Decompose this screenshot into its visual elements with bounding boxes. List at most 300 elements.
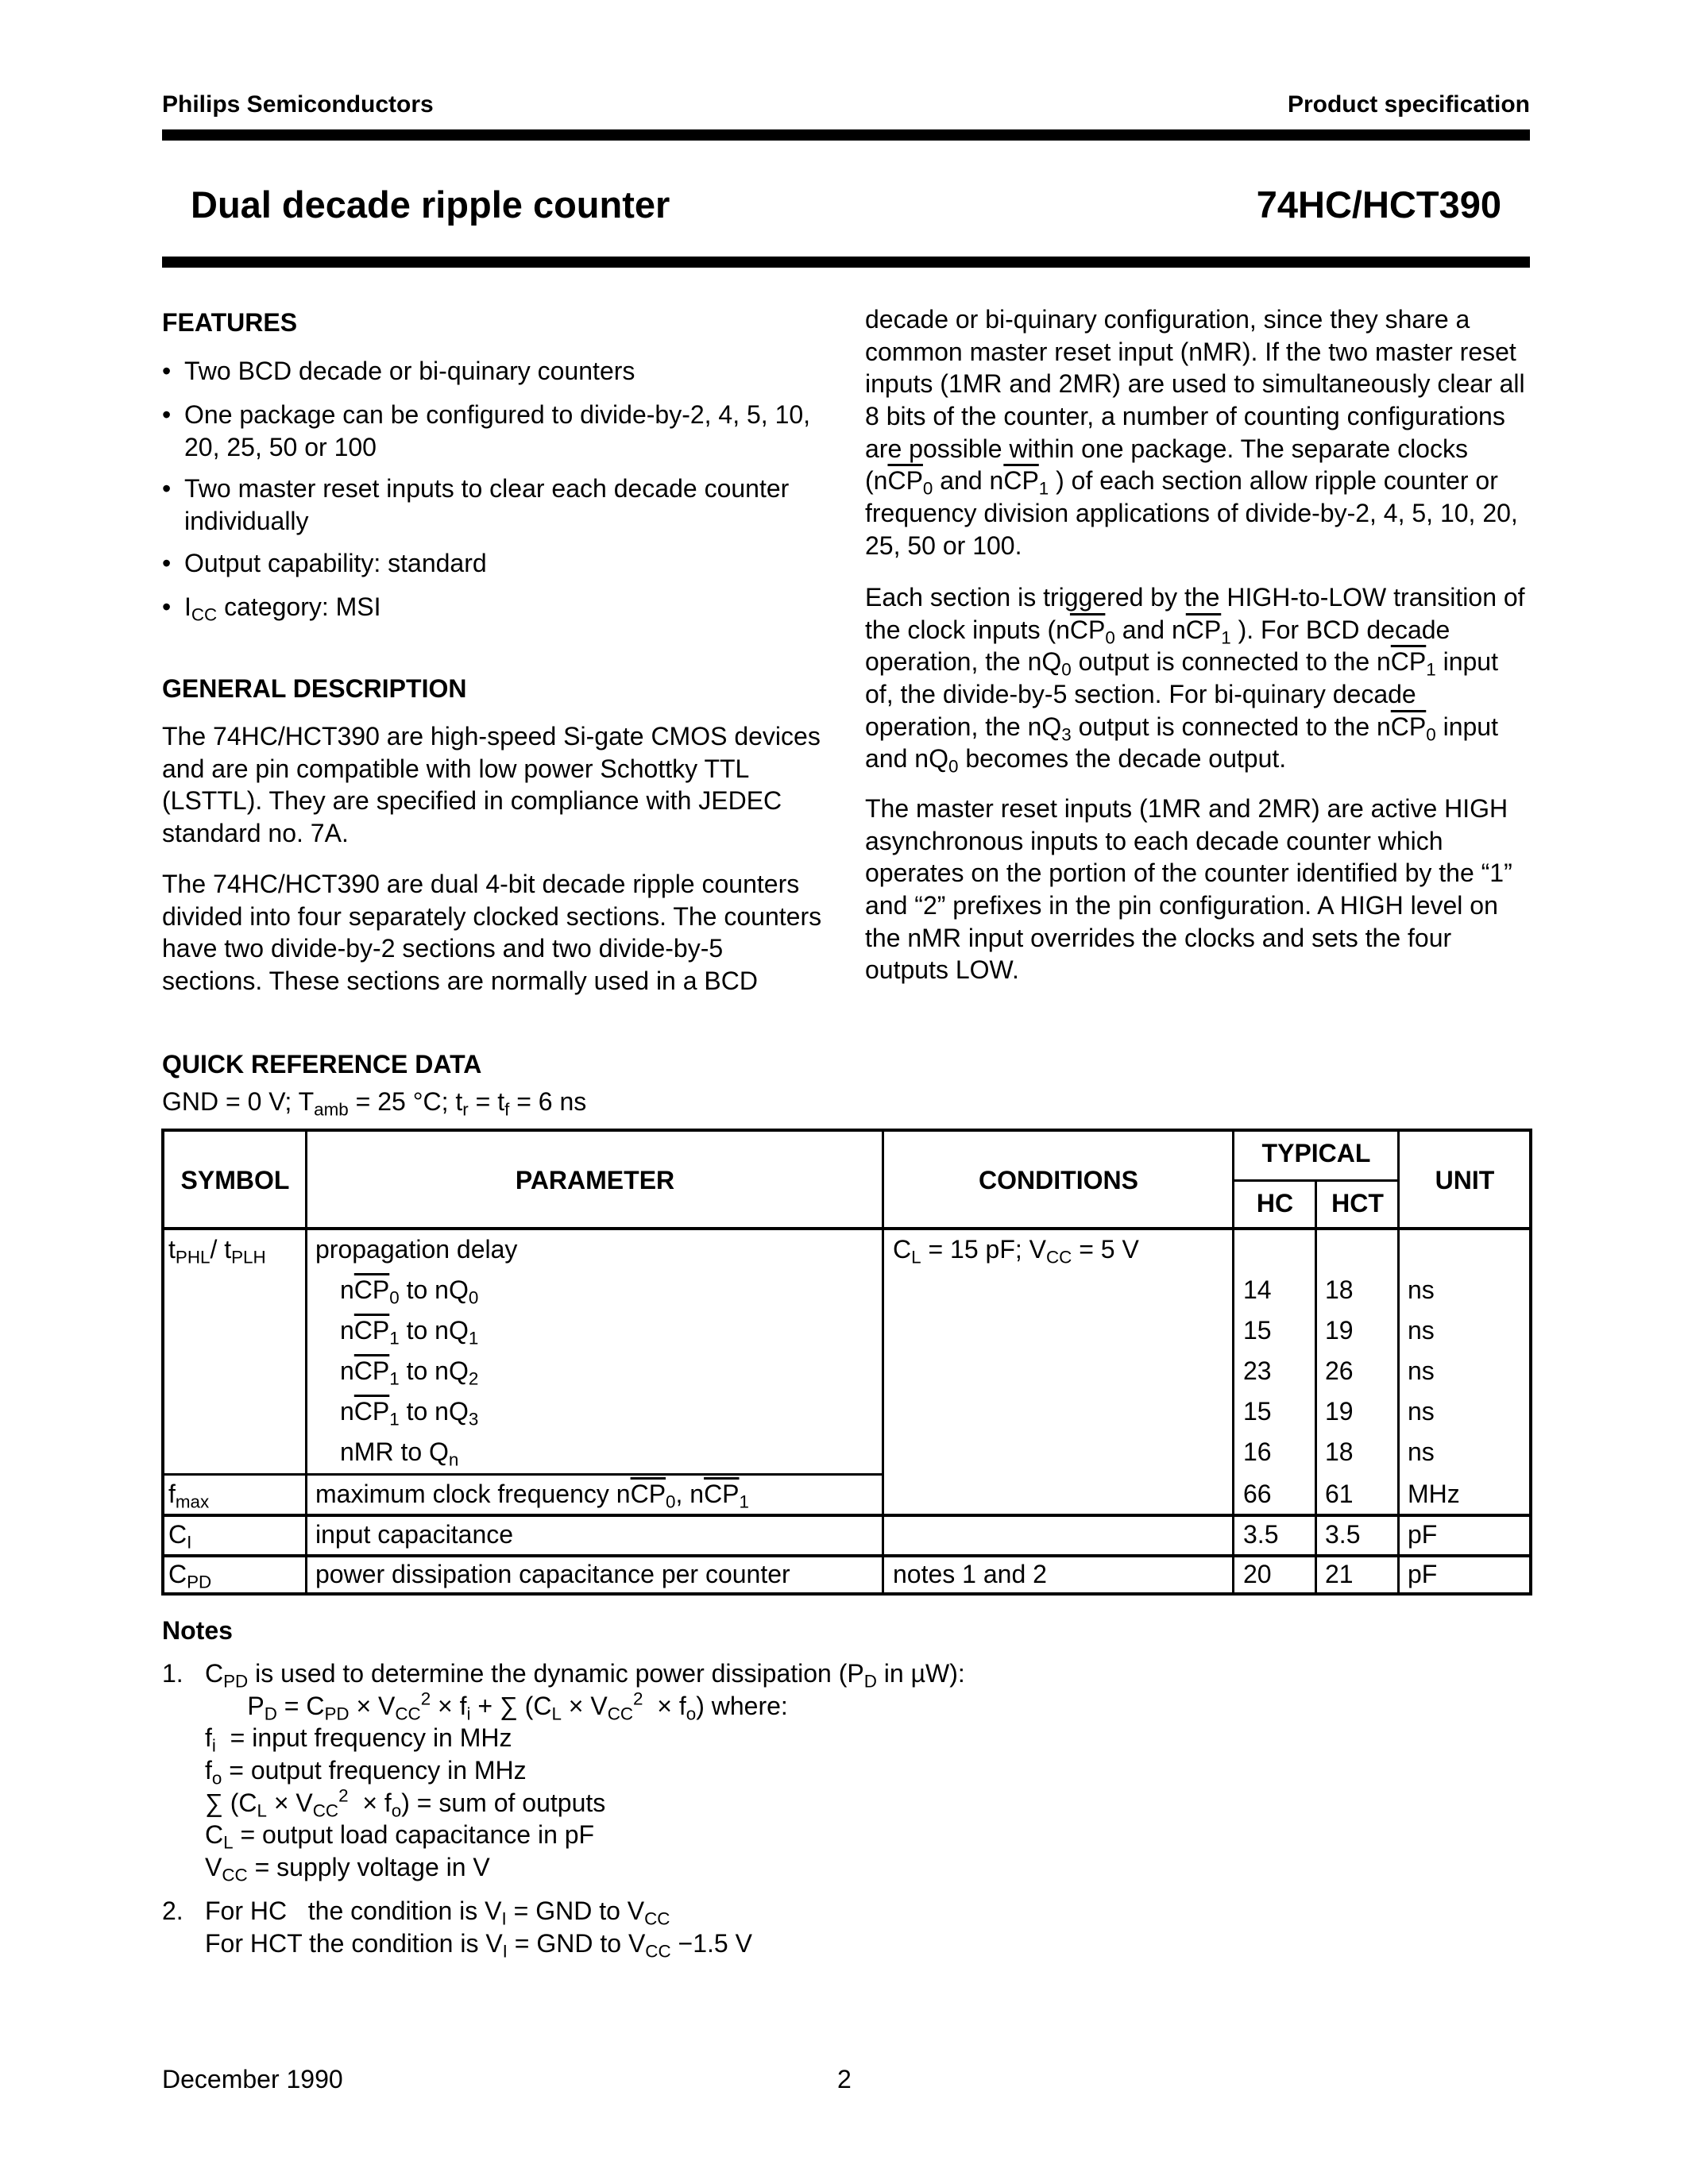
cell-parameter — [340, 1274, 478, 1306]
cell-conditions — [893, 1558, 1047, 1590]
text-segment: The 74HC/HCT390 are dual 4-bit decade ripple counters — [162, 870, 800, 898]
cell-unit: pF — [1408, 1560, 1438, 1588]
text-line — [865, 336, 1525, 369]
cell-unit: pF — [1408, 1520, 1438, 1549]
text-line — [162, 1086, 586, 1118]
text-segment: f — [168, 1480, 176, 1508]
text-segment: n — [340, 1397, 354, 1426]
text-segment: Two master reset inputs to clear each decade counter — [184, 474, 790, 503]
text-segment: is used to determine the dynamic power dissipation (P — [248, 1659, 864, 1688]
text-segment: = 6 ns — [509, 1087, 587, 1116]
document-type: Product specification — [1287, 91, 1530, 118]
text-segment: = 15 pF; V — [921, 1235, 1046, 1264]
title-rule — [162, 257, 1530, 268]
text-segment: in µW): — [876, 1659, 965, 1688]
text-segment: and n — [933, 466, 1004, 496]
subscript: D — [863, 1671, 877, 1692]
cell-hc: 23 — [1243, 1356, 1272, 1385]
text-segment: = GND to V — [507, 1928, 646, 1958]
cell-parameter — [315, 1558, 790, 1590]
text-segment: = input frequency in MHz — [215, 1723, 512, 1753]
text-segment: common master reset input (nMR). If the two master reset — [865, 337, 1516, 366]
table-divider — [1315, 1179, 1317, 1596]
text-line — [205, 1657, 965, 1690]
subscript: 0 — [922, 479, 933, 500]
cell-parameter — [315, 1518, 513, 1550]
cell-hc: 16 — [1243, 1437, 1272, 1466]
general-paragraph-3 — [865, 303, 1525, 562]
subscript: r — [462, 1099, 469, 1120]
subscript: max — [175, 1491, 210, 1512]
text-segment: ∑ (C — [205, 1788, 257, 1817]
subscript: 1 — [1426, 660, 1436, 681]
text-segment: becomes the decade output. — [958, 744, 1287, 774]
subscript: 0 — [1061, 660, 1072, 681]
page-number: 2 — [837, 2065, 852, 2093]
text-line — [865, 743, 1525, 778]
subscript: PD — [324, 1704, 350, 1724]
cell-hct: 18 — [1325, 1437, 1354, 1466]
table-border — [1529, 1129, 1532, 1596]
subscript: CC — [395, 1704, 421, 1724]
text-line — [184, 505, 789, 538]
note-1-number: 1. — [162, 1659, 183, 1688]
quick-reference-heading: QUICK REFERENCE DATA — [162, 1050, 482, 1078]
text-segment: , n — [675, 1480, 705, 1508]
quick-reference-conditions — [162, 1086, 586, 1118]
subscript: o — [211, 1768, 222, 1788]
text-segment: For HC the condition is V — [205, 1897, 502, 1925]
note-2-number: 2. — [162, 1897, 183, 1925]
text-segment: f — [205, 1756, 212, 1785]
text-line — [184, 547, 487, 580]
subscript: CC — [222, 1865, 248, 1885]
text-segment: × V — [266, 1788, 313, 1817]
text-segment: and nQ — [865, 744, 948, 774]
text-segment: C — [168, 1560, 187, 1588]
text-segment: = 25 °C; t — [348, 1087, 463, 1116]
text-line — [865, 497, 1525, 530]
text-segment: operation, the nQ — [865, 712, 1062, 741]
overlined-signal: $\overline{CP}$ — [1390, 647, 1427, 677]
subscript: L — [911, 1247, 921, 1268]
cell-symbol — [168, 1233, 266, 1268]
subscript: D — [264, 1704, 277, 1724]
subscript: 0 — [468, 1287, 479, 1308]
text-line — [162, 868, 821, 901]
superscript: 2 — [633, 1688, 643, 1709]
text-segment: × V — [349, 1691, 396, 1720]
subscript: o — [686, 1704, 697, 1724]
cell-hc: 3.5 — [1243, 1520, 1279, 1549]
column-header-hct: HCT — [1331, 1189, 1384, 1217]
text-segment: n — [340, 1316, 354, 1345]
text-segment: I — [184, 592, 191, 621]
cell-parameter — [315, 1233, 517, 1265]
cell-hct: 19 — [1325, 1316, 1354, 1345]
text-line — [162, 785, 821, 817]
text-line — [865, 793, 1512, 825]
text-line — [340, 1274, 478, 1306]
text-segment: operates on the portion of the counter identified by the “1” — [865, 859, 1512, 888]
subscript: 1 — [389, 1368, 400, 1389]
text-segment: = supply voltage in V — [247, 1853, 490, 1882]
overlined-signal: $\overline{CP}$ — [1003, 466, 1039, 496]
text-segment: category: MSI — [217, 592, 381, 621]
text-segment: For HCT the condition is V — [205, 1928, 503, 1958]
text-segment: × V — [561, 1691, 608, 1720]
bullet-icon: • — [162, 549, 172, 577]
text-segment: C — [205, 1659, 224, 1688]
bullet-icon: • — [162, 400, 172, 429]
cell-hct: 61 — [1325, 1480, 1354, 1508]
text-line — [184, 591, 381, 623]
text-segment: + ∑ (C — [470, 1691, 552, 1720]
subscript: i — [211, 1736, 216, 1757]
table-divider — [162, 1514, 1532, 1517]
text-line — [315, 1518, 513, 1550]
cell-unit: ns — [1408, 1437, 1435, 1466]
text-line — [340, 1436, 458, 1468]
subscript: 0 — [1426, 724, 1436, 745]
company-name: Philips Semiconductors — [162, 91, 434, 118]
subscript: CC — [644, 1908, 670, 1929]
cell-hct: 18 — [1325, 1275, 1354, 1304]
text-segment: individually — [184, 506, 309, 535]
subscript: 1 — [468, 1328, 479, 1349]
text-segment: = C — [276, 1691, 325, 1720]
text-line — [865, 303, 1525, 336]
cell-hc: 20 — [1243, 1560, 1272, 1588]
text-segment: × f — [431, 1691, 467, 1720]
text-segment: operation, the nQ — [865, 647, 1062, 677]
text-line — [162, 932, 821, 965]
subscript: CC — [312, 1800, 339, 1821]
text-line — [865, 614, 1525, 646]
text-line — [162, 817, 821, 850]
text-line — [865, 678, 1525, 711]
subscript: 1 — [1221, 627, 1231, 648]
text-segment: n — [340, 1356, 354, 1385]
text-line — [865, 954, 1512, 986]
text-segment: of, the divide-by-5 section. For bi-quinary decade — [865, 680, 1416, 709]
subscript: CC — [607, 1704, 634, 1724]
cell-hct: 3.5 — [1325, 1520, 1361, 1549]
text-line — [205, 1851, 965, 1884]
subscript: PD — [223, 1671, 249, 1692]
text-segment: are possible within one package. The separate clocks — [865, 434, 1468, 463]
text-segment: 20, 25, 50 or 100 — [184, 432, 377, 461]
subscript: 1 — [1038, 479, 1049, 500]
note-2 — [205, 1895, 752, 1962]
subscript: I — [502, 1941, 508, 1962]
text-segment: = output load capacitance in pF — [233, 1820, 595, 1850]
cell-hct: 26 — [1325, 1356, 1354, 1385]
text-line — [315, 1478, 749, 1510]
cell-parameter — [340, 1395, 479, 1430]
superscript: 2 — [420, 1688, 431, 1709]
text-segment: n — [340, 1275, 354, 1304]
subscript: PLH — [231, 1247, 266, 1268]
subscript: CC — [191, 604, 218, 625]
text-line — [168, 1478, 209, 1510]
subscript: L — [257, 1800, 267, 1821]
subscript: amb — [314, 1099, 349, 1120]
text-segment: outputs LOW. — [865, 955, 1019, 985]
general-paragraph-4 — [865, 581, 1525, 778]
subscript: I — [187, 1532, 192, 1553]
overlined-signal: $\overline{CP}$ — [630, 1480, 666, 1508]
subscript: CC — [645, 1941, 671, 1962]
text-line — [865, 368, 1525, 400]
text-segment: to nQ — [399, 1275, 469, 1304]
text-segment: output is connected to the n — [1071, 712, 1391, 741]
text-line — [865, 825, 1512, 858]
subscript: 1 — [389, 1409, 400, 1430]
overlined-signal: $\overline{CP}$ — [1390, 712, 1427, 741]
text-line — [168, 1518, 192, 1553]
text-segment: to nQ — [399, 1356, 469, 1385]
text-segment: to nQ — [399, 1316, 469, 1345]
text-segment: f — [205, 1723, 212, 1753]
text-line — [315, 1233, 517, 1265]
text-segment: input capacitance — [315, 1520, 514, 1549]
subscript: L — [223, 1833, 234, 1854]
text-segment: standard no. 7A. — [162, 819, 349, 848]
text-segment: × f — [643, 1691, 686, 1720]
notes-heading: Notes — [162, 1616, 233, 1645]
text-line — [205, 1895, 752, 1927]
text-segment: nMR to Q — [340, 1437, 449, 1466]
feature-text — [184, 547, 487, 580]
text-segment: P — [205, 1691, 265, 1720]
table-divider — [305, 1129, 307, 1596]
column-header-parameter: PARAMETER — [515, 1166, 675, 1194]
cell-parameter — [340, 1436, 458, 1468]
cell-hct: 21 — [1325, 1560, 1354, 1588]
text-segment: = t — [468, 1087, 505, 1116]
feature-text — [184, 355, 635, 388]
text-line — [340, 1355, 478, 1387]
subscript: 0 — [948, 757, 959, 778]
text-line — [893, 1558, 1047, 1590]
column-header-unit: UNIT — [1435, 1166, 1495, 1194]
table-border — [162, 1129, 1532, 1132]
page-title: Dual decade ripple counter — [191, 183, 670, 226]
subscript: CC — [1045, 1247, 1072, 1268]
subscript: I — [501, 1908, 507, 1929]
text-segment: maximum clock frequency n — [315, 1480, 631, 1508]
overlined-signal: $\overline{CP}$ — [887, 466, 923, 496]
text-line — [168, 1233, 266, 1268]
text-segment: the clock inputs (n — [865, 615, 1070, 644]
subscript: 2 — [468, 1368, 479, 1389]
bullet-icon: • — [162, 592, 172, 621]
text-segment: and n — [1114, 615, 1186, 644]
cell-unit: ns — [1408, 1397, 1435, 1426]
text-segment: propagation delay — [315, 1235, 518, 1264]
text-line — [340, 1395, 479, 1430]
header-rule — [162, 129, 1530, 141]
note-1 — [205, 1657, 965, 1884]
text-line — [162, 720, 821, 753]
text-segment: C — [893, 1235, 912, 1264]
overlined-signal: $\overline{CP}$ — [353, 1275, 390, 1304]
text-line — [315, 1558, 790, 1590]
text-segment: ) = sum of outputs — [401, 1788, 606, 1817]
text-segment: The 74HC/HCT390 are high-speed Si-gate CMOS devices — [162, 722, 821, 751]
text-segment: decade or bi-quinary configuration, since they share a — [865, 305, 1470, 334]
text-segment: GND = 0 V; T — [162, 1087, 315, 1116]
general-description-heading: GENERAL DESCRIPTION — [162, 674, 467, 703]
text-segment: 25, 50 or 100. — [865, 531, 1022, 560]
text-line — [340, 1314, 479, 1349]
text-line — [205, 1927, 752, 1960]
overlined-signal: $\overline{CP}$ — [353, 1356, 390, 1385]
cell-unit: MHz — [1408, 1480, 1460, 1508]
text-segment: the nMR input overrides the clocks and sets the four — [865, 923, 1452, 952]
text-line — [205, 1819, 965, 1854]
text-segment: (n — [865, 466, 888, 496]
text-segment: = output frequency in MHz — [222, 1756, 527, 1785]
footer-date: December 1990 — [162, 2065, 343, 2093]
subscript: 0 — [666, 1491, 676, 1512]
text-segment: = 5 V — [1072, 1235, 1139, 1264]
cell-conditions — [893, 1233, 1139, 1268]
text-line — [205, 1690, 965, 1723]
subscript: 0 — [389, 1287, 400, 1308]
text-line — [865, 646, 1525, 681]
text-segment: asynchronous inputs to each decade counter which — [865, 826, 1443, 855]
text-segment: ) of each section allow ripple counter or — [1049, 466, 1498, 496]
cell-unit: ns — [1408, 1316, 1435, 1345]
text-line — [184, 473, 789, 505]
cell-symbol — [168, 1478, 209, 1510]
text-line — [205, 1787, 965, 1819]
bullet-icon: • — [162, 357, 172, 385]
bullet-icon: • — [162, 474, 172, 503]
subscript: 1 — [739, 1491, 749, 1512]
part-number: 74HC/HCT390 — [1256, 183, 1501, 226]
text-line — [865, 922, 1512, 955]
feature-text — [184, 591, 381, 623]
cell-hc: 15 — [1243, 1397, 1272, 1426]
text-line — [865, 400, 1525, 433]
table-border — [162, 1592, 1532, 1596]
text-line — [184, 355, 635, 388]
text-line — [865, 889, 1512, 922]
text-segment: V — [205, 1853, 222, 1882]
overlined-signal: $\overline{CP}$ — [1069, 615, 1106, 644]
text-line — [865, 530, 1525, 562]
text-segment: have two divide-by-2 sections and two divide-by-5 — [162, 934, 724, 963]
general-paragraph-1 — [162, 720, 821, 850]
feature-text — [184, 473, 789, 537]
text-segment: ). For BCD decade — [1230, 615, 1450, 644]
text-segment: −1.5 V — [670, 1928, 752, 1958]
text-segment: and “2” prefixes in the pin configuration. A HIGH level on — [865, 891, 1498, 920]
cell-symbol — [168, 1558, 211, 1590]
text-segment: t — [168, 1235, 176, 1264]
subscript: L — [551, 1704, 562, 1724]
text-segment: One package can be configured to divide-by-2, 4, 5, 10, — [184, 400, 811, 429]
text-segment: inputs (1MR and 2MR) are used to simultaneously clear all — [865, 369, 1525, 399]
text-segment: C — [205, 1820, 224, 1850]
subscript: f — [504, 1099, 510, 1120]
text-segment: × f — [348, 1788, 392, 1817]
text-segment: = GND to V — [506, 1897, 645, 1925]
table-border — [161, 1129, 164, 1596]
text-line — [168, 1558, 211, 1590]
text-line — [865, 711, 1525, 743]
text-segment: Each section is triggered by the HIGH-to-LOW transition of — [865, 583, 1525, 612]
text-line — [865, 465, 1525, 500]
cell-unit: ns — [1408, 1356, 1435, 1385]
table-divider — [882, 1129, 884, 1596]
text-line — [205, 1754, 965, 1787]
text-line — [162, 965, 821, 997]
cell-hc: 15 — [1243, 1316, 1272, 1345]
subscript: i — [466, 1704, 471, 1724]
overlined-signal: $\overline{CP}$ — [353, 1397, 390, 1426]
subscript: n — [448, 1449, 459, 1470]
text-segment: sections. These sections are normally used in a BCD — [162, 967, 758, 996]
general-paragraph-2 — [162, 868, 821, 997]
text-segment: input — [1435, 712, 1498, 741]
subscript: 1 — [389, 1328, 400, 1349]
features-heading: FEATURES — [162, 308, 298, 337]
subscript: 3 — [1061, 724, 1072, 745]
cell-hc: 14 — [1243, 1275, 1272, 1304]
cell-parameter — [340, 1355, 478, 1387]
text-segment: C — [168, 1520, 187, 1549]
feature-text — [184, 399, 810, 463]
column-header-conditions: CONDITIONS — [979, 1166, 1138, 1194]
text-segment: ) where: — [696, 1691, 788, 1720]
text-line — [162, 753, 821, 785]
text-line — [893, 1233, 1139, 1268]
cell-parameter — [315, 1478, 749, 1510]
cell-parameter — [340, 1314, 479, 1349]
text-segment: The master reset inputs (1MR and 2MR) are active HIGH — [865, 794, 1508, 823]
cell-symbol — [168, 1518, 192, 1553]
text-line — [205, 1722, 965, 1757]
text-segment: Output capability: standard — [184, 549, 487, 577]
subscript: PD — [187, 1572, 212, 1592]
text-segment: 8 bits of the counter, a number of counting configurations — [865, 402, 1505, 431]
general-paragraph-5 — [865, 793, 1512, 986]
superscript: 2 — [338, 1785, 349, 1806]
text-segment: input — [1435, 647, 1498, 677]
column-header-symbol: SYMBOL — [180, 1166, 290, 1194]
table-divider — [162, 1473, 883, 1476]
text-line — [184, 399, 810, 431]
cell-hc: 66 — [1243, 1480, 1272, 1508]
overlined-signal: $\overline{CP}$ — [353, 1316, 390, 1345]
subscript: PHL — [175, 1247, 211, 1268]
text-line — [865, 581, 1525, 614]
text-segment: power dissipation capacitance per counter — [315, 1560, 790, 1588]
overlined-signal: $\overline{CP}$ — [1185, 615, 1222, 644]
text-segment: frequency division applications of divide-by-2, 4, 5, 10, 20, — [865, 499, 1518, 528]
text-segment: Two BCD decade or bi-quinary counters — [184, 357, 635, 385]
text-segment: to nQ — [399, 1397, 469, 1426]
text-line — [865, 433, 1525, 465]
table-divider — [162, 1554, 1532, 1557]
text-line — [162, 901, 821, 933]
column-header-hc: HC — [1256, 1189, 1294, 1217]
text-segment: (LSTTL). They are specified in compliance with JEDEC — [162, 786, 782, 816]
